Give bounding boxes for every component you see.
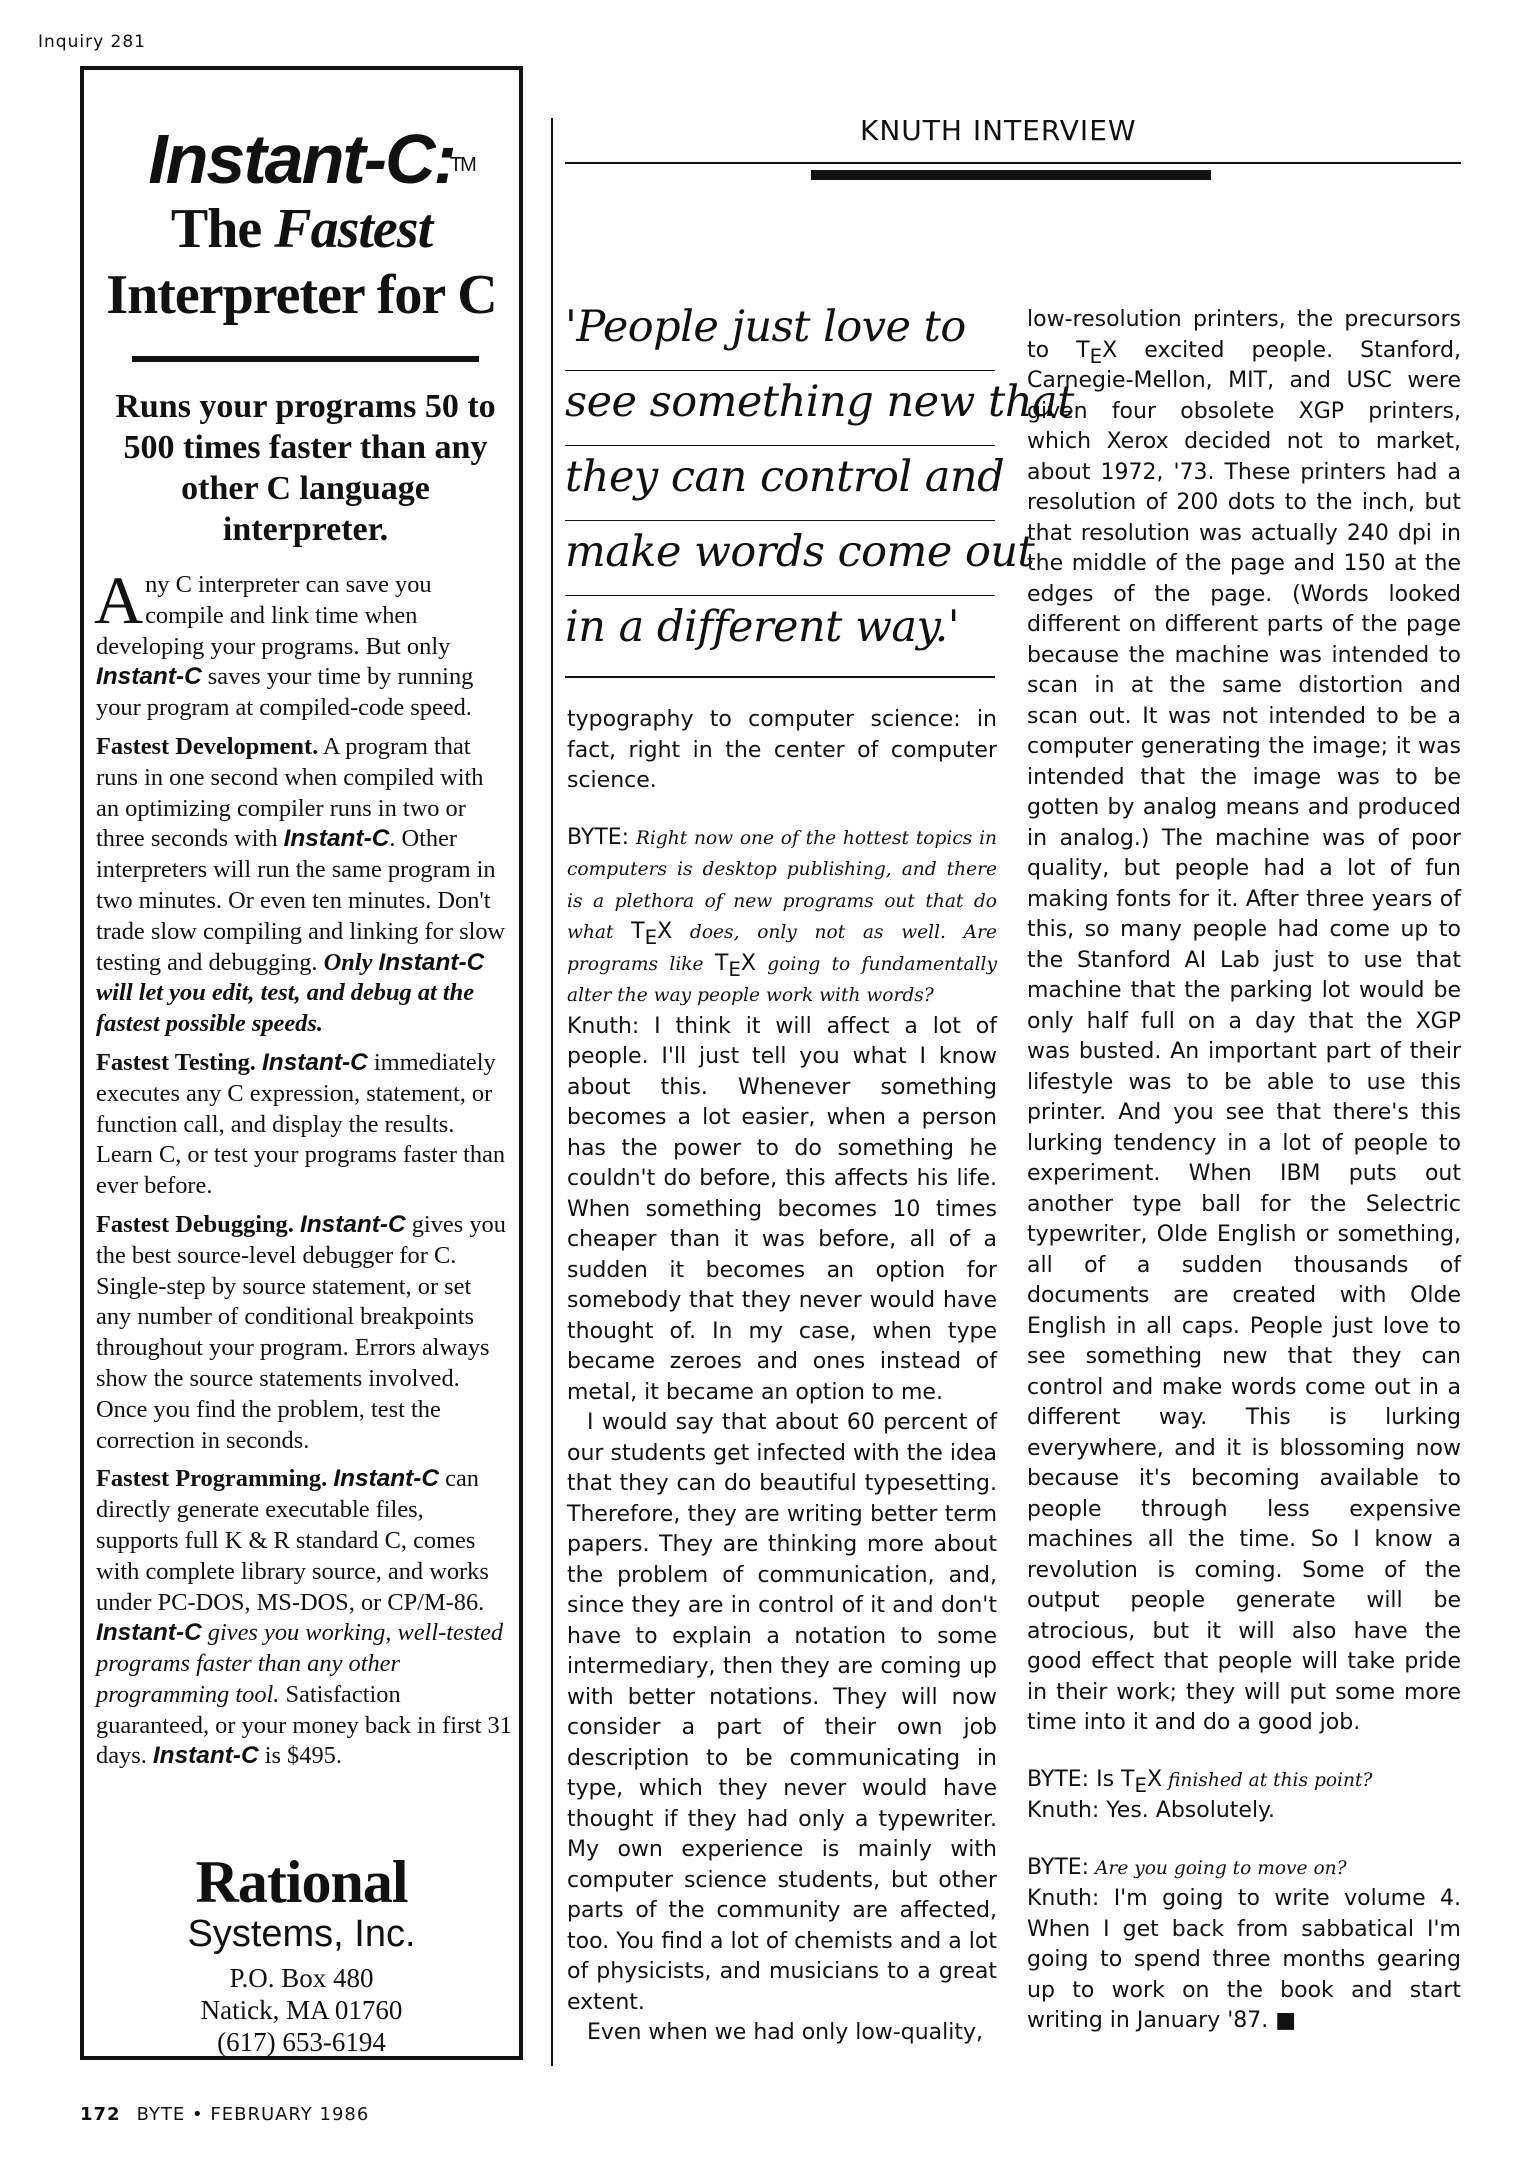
ad-divider xyxy=(132,356,479,362)
interview-answer: Knuth: I'm going to write volume 4. When I get back from sabbatical I'm going to spend three months gearing up to work on the book and start writing in January '87. ■ xyxy=(1027,1886,1461,2033)
pull-quote-line: they can control and xyxy=(565,446,995,521)
ad-paragraph-testing: Fastest Testing. Instant-C immediately executes any C expression, statement, or function call, and display the results. Learn C, or test your programs faster than ever before. xyxy=(96,1048,506,1200)
interview-question: BYTE: Is TEX finished at this point? xyxy=(1027,1766,1373,1797)
company-logo-text: Rational xyxy=(195,1849,408,1915)
section-header: KNUTH INTERVIEW xyxy=(860,114,1137,147)
article-paragraph: I would say that about 60 percent of our students get infected with the idea that they can do beautiful typesetting. Therefore, they are writing better term papers. They are thinking more about the problem of communication, and, since they are in control of it and don't have to explain a notation to some intermediary, then they are coming up with better notations. They will now consider a part of their own job description to be communicating in type, which they never would have thought if they had only a typewriter. My own experience is mainly with computer science students, but other parts of the community are affected, too. You find a lot of chemists and a lot of physicists, and musicians to a great extent. xyxy=(567,1410,997,2015)
ad-title xyxy=(84,122,519,328)
trademark-mark: TM xyxy=(449,154,475,176)
interview-answer: Knuth: I think it will affect a lot of people. I'll just tell you what I know about this. Whenever something becomes a lot easier, when a person has the power to do something he couldn't do before, this affects his life. When something becomes 10 times cheaper than it was before, all of a sudden it becomes an option for somebody that they never would have thought of. In my case, when type became zeroes and ones instead of metal, it became an option to me. xyxy=(567,1013,997,1405)
pull-quote-line: 'People just love to xyxy=(565,296,995,371)
column-divider xyxy=(551,118,553,2066)
ad-company-block xyxy=(84,1849,519,2058)
ad-paragraph-programming: Fastest Programming. Instant-C can directly generate executable files, supports full K & R standard C, comes with complete library source, and works under PC-DOS, MS-DOS, or CP/M-86. Instant-C gives you working, well-tested programs faster than any other programming tool. Satisfaction guaranteed, or your money back in first 31 days. Instant-C is $495. xyxy=(96,1465,512,1770)
pull-quote-line: make words come out xyxy=(565,521,995,596)
end-mark-icon: ■ xyxy=(1275,2008,1297,2033)
page-footer xyxy=(80,2104,369,2125)
company-address: P.O. Box 480 Natick, MA 01760 (617) 653-6194 xyxy=(200,1963,403,2057)
ad-product-name: Instant-C: TM xyxy=(148,122,455,196)
interview-answer: Knuth: Yes. Absolutely. xyxy=(1027,1798,1275,1823)
pull-quote-end-rule xyxy=(565,676,995,678)
tex-logo: TEX xyxy=(714,950,756,981)
interview-question: BYTE: Are you going to move on? xyxy=(1027,1854,1347,1880)
ad-subheadline: Runs your programs 50 to 500 times faster than any other C language interpreter. xyxy=(115,388,496,548)
ad-paragraph-intro: Any C interpreter can save you compile and link time when developing your programs. But only Instant-C saves your time by running your program at compiled-code speed. xyxy=(94,562,474,722)
article-paragraph: Even when we had only low-quality, xyxy=(587,2020,983,2045)
ad-headline: The Fastest Interpreter for C xyxy=(106,198,497,326)
tex-logo: TEX xyxy=(1121,1766,1163,1797)
pull-quote xyxy=(565,296,1074,670)
ad-paragraph-development: Fastest Development. A program that runs in one second when compiled with an optimizing compiler runs in two or three seconds with Instant-C. Other interpreters will run the same program in two minutes. Or even ten minutes. Don't trade slow compiling and linking for slow testing and debugging. Only Instant-C will let you edit, test, and debug at the fastest possible speeds. xyxy=(96,732,506,1038)
pull-quote-line: see something new that xyxy=(565,371,995,446)
article-paragraph: low-resolution printers, the precursors to TEX excited people. Stanford, Carnegie-Mellon, MIT, and USC were given four obsolete XGP printers, which Xerox decided not to market, about 1972, '73. These printers had a resolution of 200 dots to the inch, but that resolution was actually 240 dpi in the middle of the page and 150 at the edges of the page. (Words looked different on different parts of the page because the machine was intended to scan in at the same distortion and scan out. It was not intended to be a computer generating the image; it was intended that the image was to be gotten by analog means and produced in analog.) The machine was of poor quality, but people had a lot of fun making fonts for it. After three years of this, so many people had come up to the Stanford AI Lab just to use that machine that the parking lot would be only half full on a day that the XGP was busted. An important part of their lifestyle was to be able to use this printer. And you see that there's this lurking tendency in a lot of people to experiment. When IBM puts out another type ball for the Selectric typewriter, Olde English or something, all of a sudden thousands of documents are created with Olde English in all caps. People just love to see something new that they can control and make words come out in a different way. This is lurking everywhere, and it is blossoming now because it's becoming available to people through less expensive machines all the time. So I know a revolution is coming. Some of the output people generate will be atrocious, but it will also have the good effect that people will take pride in their work; they will put some more time into it and do a good job. xyxy=(1027,307,1461,1735)
magazine-issue: BYTE • FEBRUARY 1986 xyxy=(136,2104,370,2125)
article-column-2 xyxy=(1027,305,1461,2037)
company-subtitle: Systems, Inc. xyxy=(187,1913,416,1955)
header-bar xyxy=(811,170,1211,180)
pull-quote-line: in a different way.' xyxy=(565,602,960,652)
tex-logo: TEX xyxy=(631,919,673,949)
article-paragraph: typography to computer science: in fact, right in the center of computer science. xyxy=(567,707,997,793)
tex-logo: TEX xyxy=(1076,337,1118,368)
interview-question: BYTE: Right now one of the hottest topics in computers is desktop publishing, and there is a plethora of new programs out that do what TEX does, only not as well. Are programs like TEX going to fundamentally alter the way people work with words? xyxy=(567,824,997,1006)
page-number: 172 xyxy=(80,2104,121,2125)
drop-cap: A xyxy=(94,562,144,638)
advertisement-box xyxy=(80,66,523,2060)
article-column-1 xyxy=(567,705,997,2049)
inquiry-number: Inquiry 281 xyxy=(38,32,146,52)
ad-paragraph-debugging: Fastest Debugging. Instant-C gives you the best source-level debugger for C. Single-step by source statement, or set any number of conditional breakpoints throughout your program. Errors always show the source statements involved. Once you find the problem, test the correction in seconds. xyxy=(96,1210,506,1454)
ad-body-copy xyxy=(94,562,512,1780)
header-rule xyxy=(565,162,1461,164)
